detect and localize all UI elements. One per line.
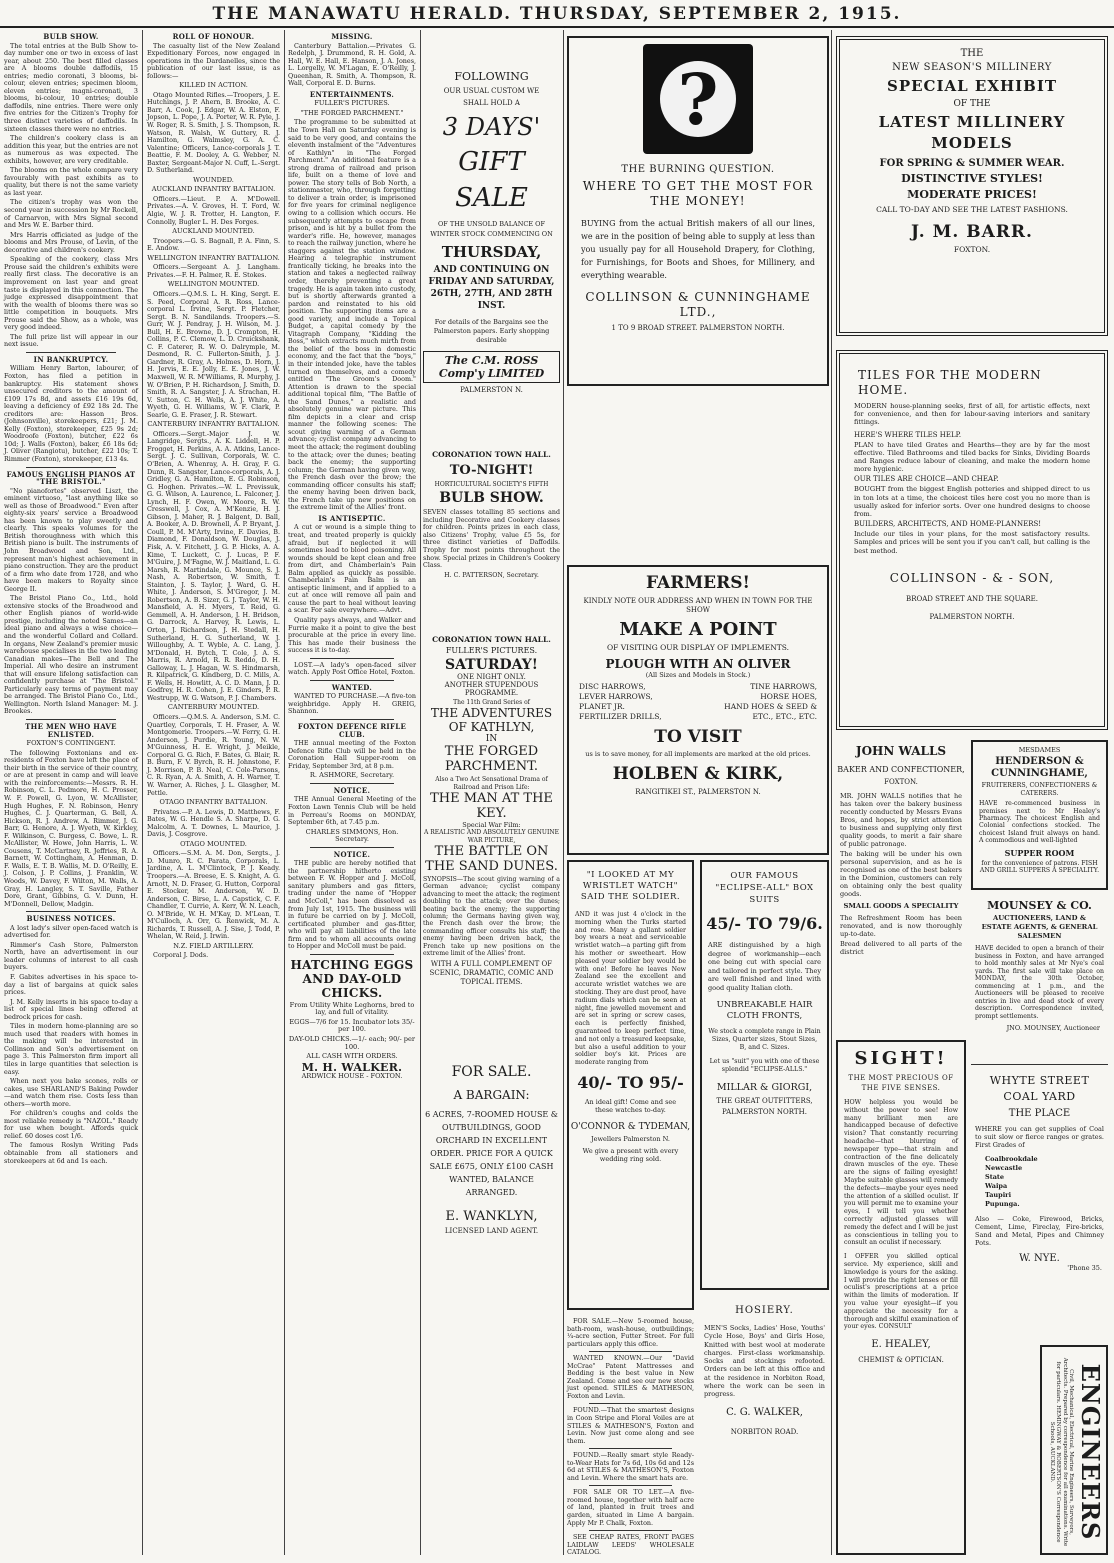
ad-text: Include our tiles in your plans, for the most satisfactory results. Samples and prices will be sent you if you can't call, but calling is the best method.	[854, 530, 1090, 555]
ad-headline: OUR FAMOUS "ECLIPSE-ALL" BOX SUITS	[715, 871, 814, 905]
ad-text: ARE distinguished by a high degree of workmanship—each one being cut with special care and tailored in perfect style. They are well finished and lined with good quality Italian cloth.	[708, 941, 821, 992]
unit-heading: CANTERBURY INFANTRY BATTALION.	[147, 420, 280, 429]
ad-line: An ideal gift! Come and see these watches to-day.	[584, 1097, 677, 1114]
ad-line: Also a Two Act Sensational Drama of Railroad and Prison Life:	[435, 776, 548, 791]
paragraph: The following Foxtonians and ex-residents of Foxton have left the place of their birth in the service of their country, or are at present in camp and will leave with the reinforcements:—Messrs. R. H. Robinson, C. L. Pedmore, H. C. Prosser, W. F. Powell, G. Lyon, W. McAllister, Hugh Hughes, F. N. Robinson, Henry Hughes, C. J. Quarterman, G. Bell, A. Hickson, R. J. Andrew, A. Rimmer, J. G. Barr, G. Henore, A. J. Wyeth, W. Kirkley, F. Wilkinson, C. Burgess, C. Bowe, L. R. McAllister, W. Howe, John Harris, L. W. Cousens, T. McCartney, R. Jeffries, R. A. Barnett, W. Cottingham, A. Henman, D. F. Walls, E. T. B. Wallis, M. D. O'Reilly, E. J. Colson, J. P. Collins, J. Franklin, W. Woods, W. Davey, F. Wilton, M. Walls, A. Gray, H. Langley, S. T. Saville, Father Dore, Grant, Gibbins, G. V. Dunn, H. M'Donnell, Dellow, Madgin.	[4, 748, 138, 908]
wanklyn-for-sale-ad	[423, 1060, 560, 1270]
ad-subhead: SMALL GOODS A SPECIALITY	[843, 902, 959, 910]
ad-line: OUR USUAL CUSTOM WE	[443, 87, 540, 95]
ad-line: for the convenience of patrons. FISH AND GRILL SUPPERS A SPECIALITY.	[979, 859, 1100, 875]
list-item: HORSE HOES,	[760, 692, 817, 701]
separator	[589, 1351, 672, 1352]
wanted-notice: WANTED TO PURCHASE.—A five-ton weighbridge. Apply H. GREIG, Shannon.	[288, 692, 416, 716]
list-item: DISC HARROWS,	[579, 682, 646, 691]
paragraph: The Bristol Piano Co., Ltd., hold extensive stocks of the Broadwood and other English pianos of world-wide prestige, including the noted Sames—an ideal piano and always a wise choice—and the wonderful Collard and Collard. In organs, New Zealand's premier music warehouse specialises in the two leading Canadian makes—The Bell and The Imperial. All who desire an instrument that will ensure lifelong satisfaction can confidently purchase at "The Bristol." Particularly easy terms of payment may be arranged. The Bristol Piano Co., Ltd., Wellington. North Island Manager: M. J. Brookes.	[4, 594, 138, 716]
ad-line: FOXTON.	[953, 245, 991, 254]
ad-line: LICENSED LAND AGENT.	[444, 1227, 539, 1235]
coal-list	[985, 1155, 1094, 1209]
ad-text: MEN'S Socks, Ladies' Hose, Youths' Cycle Hose, Boys' and Girls Hose, Knitted with best wool at moderate charges. First-class workmanship. Socks and stockings refooted. Orders can be left at this office and at the residence in Norbiton Road, where the work can be seen in progress.	[704, 1324, 825, 1399]
unit-heading: N.Z. FIELD ARTILLERY.	[173, 941, 254, 950]
paragraph: The citizen's trophy was won the second year in succession by Mr Rockell, of Carnarvon, with Mrs Signal second and Mrs W. E. Barber third.	[4, 198, 138, 230]
hosiery-ad	[700, 1295, 829, 1553]
ad-line: 'Phone 35.	[1067, 1264, 1102, 1272]
antiseptic-heading: IS ANTISEPTIC.	[318, 513, 386, 523]
pianos-heading: FAMOUS ENGLISH PIANOS AT "THE BRISTOL."	[6, 469, 136, 487]
paragraph: Mrs Harris officiated as judge of the blooms and Mrs Prouse, of Levin, of the decorative and children's cookery.	[4, 230, 138, 254]
paragraph: The programme to be submitted at the Town Hall on Saturday evening is said to be very good, and contains the eleventh instalment of the "Adventures of Kathlyn" in "The Forged Parchment." An additional feature is a strong drama of railroad and prison life, built on a theme of love and power. The story tells of Bob North, a stationmaster, who, through forgetting to deliver a train order, is imprisoned for five years for criminal negligence owing to a collision which occurs. He subsequently attempts to escape from prison, and is hit by a bullet from the warder's rifle. He, however, manages to reach the railway junction, where he staggers against the station window. Hearing a telegraphic instrument frantically ticking, he breaks into the station and takes a neglected railway order, thereby preventing a great tragedy. He is again taken into custody, but is shortly afterwards granted a pardon and reinstated to his old position. The supporting items are a good variety, and include a Topical Budget, a capital comedy by the Vitagraph Company, "Kidding the Boss," which extracts much mirth from the belief of the boss in domestic economy, and the fact that the "boys," in their intended joke, have the tables turned on themselves, and a comedy entitled "The Groom's Doom." Attention is drawn to the special additional topical film, "The Battle of the Sand Dunes," a realistic and absolutely genuine war picture. This film depicts in a clear and crisp manner the following scenes: The scout giving warning of a German advance; cyclist company advancing to meet the attack; the regiment doubling to the attack; over the dunes; beating back the enemy; the supporting column; the German having given way, the French dash over the brow; the commanding officer consults his staff; the enemy having been driven back, the French take up new positions on the extreme limit of the Allies' front.	[288, 118, 416, 512]
nye-coal-yard-ad	[971, 1070, 1108, 1340]
svg-text:?: ?	[677, 58, 719, 141]
ad-headline: THE ADVENTURES OF KATHLYN,	[430, 706, 553, 734]
list-item: State	[985, 1173, 1005, 1181]
separator	[310, 658, 394, 659]
column-rule	[284, 30, 285, 1555]
subheading: "THE FORGED PARCHMENT."	[300, 108, 404, 117]
paragraph: The casualty list of the New Zealand Expeditionary Forces, now engaged in operations in the Dardanelles, since the publication of our last issue, is as follows:—	[147, 41, 280, 80]
classified-notice: FOUND.—That the smartest designs in Coon Stripe and Floral Voiles are at STILES & MATHESON'S, Foxton and Levin. Now just come along and see them.	[567, 1406, 694, 1445]
unit-heading: AUCKLAND INFANTRY BATTALION.	[151, 185, 276, 194]
ad-text: The baking will be under his own personal supervision, and as he is recognised as one of the best bakers in the Dominion, customers can rely on obtaining only the best quality goods.	[840, 850, 962, 898]
ad-text: AND it was just 4 o'clock in the morning when the Turks started and rose. Many a gallant soldier boy wears a neat and serviceable wristlet watch—a parting gift from his mother or sweetheart. How pleased your soldier boy would be with one! Before he leaves New Zealand see the excellent and accurate wristlet watches we are stocking. They are dust proof, have radium dials which can be seen at night, fine jewelled movement and are set in spring or screw cases, each is perfectly finished, guaranteed to keep perfect time, and not only a treasured keepsake, but also a useful addition to your soldier boy's kit. Prices are moderate ranging from	[575, 911, 686, 1067]
ad-line: ONE NIGHT ONLY.	[457, 673, 526, 681]
list-item: ETC., ETC., ETC.	[752, 712, 817, 721]
ad-line: A REALISTIC AND ABSOLUTELY GENUINE WAR PICTURE,	[424, 829, 559, 844]
classified-notice: SEE CHEAP RATES, FRONT PAGES LAIDLAW LEEDS' WHOLESALE CATALOG.	[567, 1533, 694, 1557]
ad-line: AUCTIONEERS, LAND & ESTATE AGENTS, & GENERAL SALESMEN	[981, 914, 1098, 940]
paragraph: THE annual meeting of the Foxton Defence Rifle Club will be held in the Coronation Hall Supper-room on Friday, September 3rd, at 8 p.m.	[288, 739, 416, 770]
ad-text: 6 ACRES, 7-ROOMED HOUSE & OUTBUILDINGS, GOOD ORCHARD IN EXCELLENT ORDER. PRICE FOR A QUICK SALE £675, ONLY £100 CASH WANTED, BALANCE ARRANGED.	[425, 1110, 558, 1197]
ad-line: THE PLACE	[1008, 1108, 1071, 1119]
unit-heading: OTAGO INFANTRY BATTALION.	[159, 798, 268, 807]
column-rule	[142, 30, 143, 1555]
ad-subhead: SUPPER ROOM	[1004, 847, 1075, 858]
ad-text: HOW helpless you would be without the power to see! How many brilliant men are handicapped because of defective vision? That constantly recurring headache—that blurring of newspaper type—that strain and contraction of the fine delicately drawn muscles of the eye. These are the signs of failing eyesight! Maybe suitable glasses will remedy the defects—maybe your eyes need the attention of a skilled oculist. If you will permit me to examine your eyes, I will tell you whether correctly adjusted glasses will remedy the defect and I will be just as conscientious in telling you to consult an oculist if necessary.	[844, 1099, 958, 1247]
ad-line: MODERATE PRICES!	[907, 188, 1037, 201]
barr-millinery-ad	[836, 36, 1108, 336]
ad-name: HOLBEN & KIRK,	[612, 764, 784, 784]
classified-notice: FOR SALE.—New 5-roomed house, bath-room, wash-house, outbuildings; ¼-acre section, Futter Street. For full particulars apply this office.	[567, 1317, 694, 1348]
paragraph: The total entries at the Bulb Show to-day number one or two in excess of last year, about 250. The best filled classes are A blooms double daffodils, 15 entries; medio coronati, 3 blooms, bi-colour, eleven entries; specimen bloom, eleven entries; magni-coronati, 3 blooms, bi-colour, 10 entries; double daffodils, nine entries. There were only five entries for the Citizen's Trophy for three distinct varieties of daffodils. In sixteen classes there were no entries.	[4, 41, 138, 133]
separator	[310, 954, 394, 955]
business-notices-heading: BUSINESS NOTICES.	[26, 914, 116, 924]
separator	[26, 352, 116, 353]
signature: CHARLES SIMMONS, Hon. Secretary.	[305, 827, 399, 844]
ad-line: ANOTHER STUPENDOUS PROGRAMME.	[444, 681, 539, 697]
ad-text: BUYING from the actual British makers of all our lines, we are in the position of being able to supply at less than you usually pay for all Household Drapery, for Clothing, for Furnishings, for Boots and Shoes, for Millinery, and everything wearable.	[581, 219, 815, 280]
ad-headline: SPECIAL EXHIBIT	[886, 77, 1058, 95]
ad-line: Jewellers Palmerston N.	[591, 1134, 670, 1143]
ad-line: HORTICULTURAL SOCIETY'S FIFTH	[434, 481, 549, 488]
column-news-2	[147, 30, 280, 1558]
ad-text: The Refreshment Room has been renovated, and is now thoroughly up-to-date.	[840, 914, 962, 938]
ad-text: HAVE decided to open a branch of their business in Foxton, and have arranged to hold monthly sales at Mr Nye's coal yards. The first sale will take place on MONDAY, the 30th October, commencing at 1 p.m., and the Auctioneers will be pleased to receive entries in live and dead stock of every description. Correspondence invited, prompt settlements.	[975, 945, 1104, 1020]
unit-heading: OTAGO MOUNTED.	[180, 839, 247, 848]
ad-name: O'CONNOR & TYDEMAN,	[570, 1121, 691, 1132]
list-item: Coalbrookdale	[985, 1155, 1038, 1163]
ross-gift-sale-ad	[423, 60, 560, 445]
ad-headline: BULB SHOW.	[439, 490, 544, 506]
masthead: THE MANAWATU HERALD. THURSDAY, SEPTEMBER 2, 1915.	[0, 4, 1114, 28]
killed-subheading: KILLED IN ACTION.	[179, 81, 248, 90]
ad-price: 40/- TO 95/-	[577, 1072, 684, 1092]
paragraph: A lost lady's silver open-faced watch is advertised for.	[4, 923, 138, 940]
question-mark-icon	[643, 44, 753, 154]
signature: R. ASHMORE, Secretary.	[309, 771, 395, 780]
ad-line: THE BURNING QUESTION.	[621, 164, 775, 175]
ad-line: BAKER AND CONFECTIONER,	[837, 765, 965, 774]
ad-line: OF THE	[953, 99, 991, 109]
ad-headline: TILES FOR THE MODERN HOME.	[858, 368, 1042, 397]
paragraph: Rimmer's Cash Store, Palmerston North, have an advertisement in our leader columns of interest to all cash buyers.	[4, 940, 138, 972]
paragraph: Officers.—Q.M.S. A. Anderson, S.M. C. Quartley, Corporals, T. H. Fraser, A. W. Montgomerie. Troopers.—W. Ferry, G. H. Anderson, J. Purdie, R. Young, N. W. M'Guinness, H. E. Wright, J. Meikle, Corporal G. G. Rich, F. Bates, G. Blair, R. B. Burn, F. V. Byrch, R. H. Johnstone, F. J. Morrison, P. B. Neal, C. Cole-Parsons, C. R. Ryan, A. A. Smith, A. H. Warner, T. W. Warner, A. Riches, J. L. Glasgher, M. Pettle.	[147, 713, 280, 797]
ad-line: FULLER'S PICTURES.	[445, 646, 538, 655]
henderson-cunninghame-ad	[971, 740, 1108, 890]
column-rule	[420, 30, 421, 1555]
paragraph: For children's coughs and colds the most reliable remedy is "NAZOL." Ready for use when bought. Affords quick relief. 60 doses cost 1/6.	[4, 1109, 138, 1140]
ad-line: JNO. MOUNSEY, Auctioneer	[1006, 1024, 1100, 1032]
list-item: FERTILIZER DRILLS,	[579, 712, 662, 721]
ad-line: NEW SEASON'S MILLINERY	[892, 62, 1052, 73]
ad-line: KINDLY NOTE OUR ADDRESS AND WHEN IN TOWN FOR THE SHOW	[583, 597, 813, 614]
roll-of-honour-heading: ROLL OF HONOUR.	[172, 32, 255, 41]
paragraph: Officers.—Lieut. P. A. M'Dowell. Privates.—A. V. Groves, H. T. Ford, W. Algie, W. J. R. Trotter, H. Langton, F. Connolly, Bugler L. H. Des Forges.	[147, 194, 280, 226]
walker-line: From Utility White Leghorns, bred to lay, and full of vitality.	[289, 1000, 415, 1017]
ad-line: CALL TO-DAY AND SEE THE LATEST FASHIONS.	[876, 205, 1068, 214]
ad-headline: SIGHT!	[854, 1048, 948, 1069]
entertainments-heading: ENTERTAINMENTS.	[309, 89, 395, 99]
ad-line: FOLLOWING	[454, 70, 529, 83]
ad-text: SYNOPSIS—The scout giving warning of a German advance; cyclist company advancing to meet the attack; the regiment doubling to the attack; over the dunes; beating back the enemy; the supporting column; the Germans having given way, the French dash over the brow; the commanding officer consults his staff; the enemy having been driven back, the French take up new positions on the extreme limit of the Allies' front.	[423, 876, 560, 958]
list-item: PLANET JR.	[579, 702, 625, 711]
ad-line: CHEMIST & OPTICIAN.	[858, 1356, 944, 1365]
paragraph: William Henry Barton, labourer, of Foxton, has filed a petition in bankruptcy. His statement shows unsecured creditors to the amount of £109 17s 8d, and assets £16 19s 6d, leaving a deficiency of £92 18s 2d. The creditors are: Hasson Bros. (Johnsonville), storekeepers, £21; J. M. Kelly (Foxton), storekeeper, £25 9s 2d; Woodroofe (Foxton), butcher, £22 6s 10d; J. Walls (Foxton), baker, £6 18s 6d; J. Oliver (Rangiotu), butcher, £22 10s; T. Rimmer (Foxton), storekeeper, £13 4s.	[4, 364, 138, 463]
ad-line: OF THE UNSOLD BALANCE OF WINTER STOCK COMMENCING ON	[430, 220, 553, 238]
unit-heading: CANTERBURY MOUNTED.	[167, 703, 260, 712]
ad-text: PLAN to have tiled Grates and Hearths—they are by far the most effective. Tiled Bathrooms and tiled backs for Sinks, Dividing Boards and Ranges reduce labour of cleaning, and make the modern home more hygienic.	[854, 440, 1090, 474]
collinson-burning-question-ad	[567, 36, 829, 386]
column-news-3	[288, 30, 416, 1558]
separator	[589, 1485, 672, 1486]
ad-price: 45/- TO 79/6.	[706, 914, 823, 933]
ad-headline: WHERE TO GET THE MOST FOR THE MONEY!	[582, 179, 814, 208]
walker-address: ARDWICK HOUSE - FOXTON.	[301, 1072, 403, 1081]
ad-name: MILLAR & GIORGI,	[716, 1082, 813, 1093]
ad-headline: A BARGAIN:	[453, 1088, 530, 1102]
ad-line: For details of the Bargains see the Palmerston papers. Early shopping desirable	[433, 318, 550, 344]
ad-line: AND CONTINUING ON FRIDAY AND SATURDAY, 26TH, 27TH, AND 28TH INST.	[428, 265, 555, 311]
holben-kirk-ad	[567, 565, 829, 855]
separator	[589, 1448, 672, 1449]
paragraph: Canterbury Battalion.—Privates G. Redelph, J. Drummond, R. H. Gold, A. Hall, W. E. Hall, E. Hanson, J. A. Jones, L. Lorgelly, W. M'Lagan, E. O'Reilly, J. Queenhan, R. Smith, A. Thompson, R. Wall, Corporal E. D. Burns.	[288, 41, 416, 88]
collinson-tiles-ad	[836, 350, 1108, 730]
paragraph: Officers.—Sergt.-Major J. W. Langridge, Sergts., A. K. Liddell, H. P. Frogget, H. Perkins, A. A. Atkins, Lance-Sergt. J. C. Sullivan, Corporals, W. C. O'Brien, A. Whenray, A. H. Gray, F. G. Dunn, R. Sangster, Lance-corporals, A. J. Gridley, G. A. Hamilton, E. G. Robinson, G. Hoghen. Privates.—W. L. Previssuk, G. G. Wilson, A. Laurence, L. Falconer, J. Lynch, H. F. Owen, W. Moore, R. W. Cresswell, J. Cox, A. M'Kenzie, H. J. Gibson, J. Maher, R. J. Balgent, D. Ball, A. Booker, A. D. Brownell, A. P. Bryant, J. Coull, P. M. M'Arty, Irvine, F. Davies, B. Diamond, F. Donaldson, W. Douglas, J. Fisk, A. V. Fitchett, J. G. P. Hicks, A. A. Kime, T. Luckett, C. J. Lucas, P. F. M'Guire, J. M'Fagne, W. J. Maitland, L. G. Marsh, R. Martindale, G. Mounce, S. J. Nash, A. Robertson, W. Smith, T. Stainton, J. S. Taylor, J. Ward, G. H. White, J. Anderson, S. M'Gregor, J. M. Robertson, A. B. Sizer, G. J. Taylor, W. H. Mansfield, A. H. Myers, T. Reid, G. Gemmell, A. H. Anderson, J. H. Bridson, G. Darrock, A. Harvey, R. Lewis, L. Orton, J. Richardson, J. H. Stedall, H. Sutherland, H. G. Sutherland, W. J. Willoughby, A. T. Wyble, A. C. Lang, J. M'Donald, H. Bytch, T. Cole, J. A. S. Marris, R. Arnold, R. R. Reddo, D. H. Galloway, L. J. Hagan, W. S. Hindmarsh, R. Kilpatrick, G. Kindberg, D. C. Mills, A. F. Wells, H. Howlitt, A. C. D. Mann, J. D. Godfrey, H. R. Cohen, J. E. Ginders, P. R. Westrupp, W. G. Watson, P. J. Chambers.	[147, 429, 280, 702]
oconnor-tydeman-ad	[567, 860, 694, 1310]
classified-notice: FOR SALE OR TO LET.—A five-roomed house, together with half acre of land, planted in fruit trees and garden, situated in Lime A bargain. Apply Mr P. Chalk, Foxton.	[567, 1488, 694, 1527]
paragraph: Troopers.—G. S. Bagnall, P. A. Finn, S. E. Andow.	[147, 236, 280, 253]
ross-logo: The C.M. ROSS Comp'y LIMITED	[423, 351, 560, 383]
classifieds	[567, 1317, 694, 1557]
paragraph: F. Gabites advertises in his space to-day a list of bargains at quick sales prices.	[4, 972, 138, 997]
wounded-subheading: WOUNDED.	[193, 175, 234, 184]
ad-line: CORONATION TOWN HALL.	[432, 450, 551, 459]
bulb-show-heading: BULB SHOW.	[43, 32, 99, 41]
paragraph: Privates.—P. A. Lewis, D. Matthews, F. Bates, W. G. Hendle S. A. Sharpe, D. G. Malcolm, A. T. Downes, L. Maurice, J. Davis, J. Cosgrove.	[147, 807, 280, 839]
ad-text: Also — Coke, Firewood, Bricks, Cement, Lime, Fireclay, Fire-bricks, Sand and Metal, Pipes and Chimney Pots.	[975, 1215, 1104, 1247]
ad-line: THE MOST PRECIOUS OF THE FIVE SENSES.	[848, 1074, 954, 1092]
ad-text: MR. JOHN WALLS notifies that he has taken over the bakery business recently conducted by Messrs Evans Bros, and hopes, by strict attention to business and supplying only first quality goods, to merit a fair share of public patronage.	[840, 792, 962, 848]
paragraph: THE Annual General Meeting of the Foxton Lawn Tennis Club will be held in Perreau's Rooms on MONDAY, September 6th, at 7.45 p.m.	[288, 795, 416, 827]
ad-headline: THE BATTLE ON THE SAND DUNES.	[425, 844, 558, 874]
ad-headline: 3 DAYS'	[442, 113, 541, 141]
ad-subhead: BUILDERS, ARCHITECTS, AND HOME-PLANNERS!	[854, 520, 1042, 529]
ad-name: MOUNSEY & CO.	[987, 899, 1092, 912]
separator	[589, 1530, 672, 1531]
separator	[26, 467, 116, 468]
walker-line: EGGS—7/6 for 15. Incubator lots 35/- per 100.	[289, 1017, 415, 1034]
mounsey-ad	[971, 895, 1108, 1065]
ad-line: MESDAMES	[1018, 746, 1061, 754]
ad-subhead: OUR TILES ARE CHOICE—AND CHEAP.	[854, 475, 999, 484]
ad-name: JOHN WALLS	[855, 744, 947, 758]
paragraph: Tiles in modern home-planning are so much used that readers with homes in the making will be interested in Collinson and Son's advertisement on page 3. This Palmerston firm import all tiles in large quantities that selection is easy.	[4, 1022, 138, 1076]
ad-line: We give a present with every wedding ring sold.	[582, 1146, 679, 1163]
walker-name: M. H. WALKER.	[301, 1060, 403, 1074]
unit-heading: WELLINGTON MOUNTED.	[167, 280, 260, 289]
ad-line: THE GREAT OUTFITTERS,	[716, 1097, 813, 1105]
bankruptcy-heading: IN BANKRUPTCY.	[33, 354, 109, 364]
ad-headline: ENGINEERS	[1076, 1363, 1106, 1541]
unit-heading: WELLINGTON INFANTRY BATTALION.	[147, 253, 280, 262]
ad-line: PALMERSTON N.	[460, 386, 523, 394]
ad-line: WITH A FULL COMPLEMENT OF SCENIC, DRAMATIC, COMIC AND TOPICAL ITEMS.	[429, 960, 554, 987]
ad-headline: "I LOOKED AT MY WRISTLET WATCH" SAID THE SOLDIER.	[580, 870, 681, 902]
unit-heading: AUCKLAND MOUNTED.	[172, 227, 255, 236]
ad-line: us is to save money, for all implements are marked at the old prices.	[585, 750, 811, 758]
ad-headline: TO VISIT	[654, 727, 742, 747]
ad-name: HENDERSON & CUNNINGHAME,	[991, 756, 1088, 779]
ad-text: MODERN house-planning seeks, first of all, for artistic effects, next for convenience, and then for labour-saving interiors and sanitary fittings.	[854, 402, 1090, 427]
classified-notice: WANTED KNOWN.—Our "David McCrae" Patent Mattresses and Bedding is the best value in New Zealand. Come and see our new stocks just opened. STILES & MATHESON, Foxton and Levin.	[567, 1354, 694, 1400]
ad-line: SHALL HOLD A	[463, 99, 520, 107]
ad-line: FRUITERERS, CONFECTIONERS & CATERERS.	[981, 782, 1098, 797]
separator	[589, 1403, 672, 1404]
ad-line: FOXTON.	[884, 778, 918, 786]
ad-name: C. G. WALKER,	[726, 1406, 803, 1418]
ad-line: IN	[485, 734, 498, 744]
ad-line: H. C. PATTERSON, Secretary.	[444, 571, 539, 579]
ad-text: I OFFER you skilled optical service. My experience, skill and knowledge is yours for the asking. I will provide the right lenses or fill oculist's prescriptions at a price within the limits of moderation. If you value your eyesight—if you appreciate the necessity for a thorough and skilful examination of your eyes. CONSULT	[844, 1253, 958, 1331]
ad-line: NORBITON ROAD.	[730, 1427, 799, 1436]
notice-heading: NOTICE.	[333, 785, 371, 795]
ad-name: W. NYE.	[1019, 1253, 1060, 1264]
paragraph: THE public are hereby notified that the partnership hitherto existing between F. W. Hopper and J. McColl, sanitary plumbers and gas fitters, trading under the name of "Hopper and McColl," has been dissolved as from July 1st, 1915. The business will in future be carried on by J. McColl, certificated plumber and gas-fitter, who will pay all liabilities of the late firm and to whom all accounts owing to Hopper and McColl must be paid.	[288, 859, 416, 951]
ad-name: E. HEALEY,	[871, 1339, 931, 1351]
list-item: Pupunga.	[985, 1200, 1020, 1208]
rifle-club-heading: FOXTON DEFENCE RIFLE CLUB.	[297, 722, 407, 739]
ad-line: We stock a complete range in Plain Sizes, Quarter sizes, Stout Sizes, B, and C. Sizes.	[708, 1028, 821, 1051]
ad-line: The 11th Grand Series of	[453, 699, 530, 706]
ad-headline: E. WANKLYN,	[445, 1209, 538, 1224]
list-item: LEVER HARROWS,	[579, 692, 653, 701]
ad-line: THE	[960, 48, 984, 59]
healey-sight-ad	[836, 1040, 966, 1555]
ad-line: PALMERSTON NORTH.	[929, 612, 1015, 621]
enlisted-subheading: FOXTON'S CONTINGENT.	[26, 739, 116, 748]
list-item: TINE HARROWS,	[750, 682, 817, 691]
ad-headline: THE FORGED PARCHMENT.	[444, 744, 539, 774]
ad-headline: UNBREAKABLE HAIR CLOTH FRONTS,	[716, 1000, 813, 1021]
paragraph: Otago Mounted Rifles.—Troopers, J. E. Hutchings, J. P. Ahern, B. Brooke, A. C. Barr, A. Cook, J. Edgar, W. A. Elston, F. Jopson, L. Pope, J. A. Porter, W. R. Pyle, J. W. Roger, R. S. Smith, J. S. Thompson, R. Watson, R. Walsh, W. Guttery, R. J. Hamilton, G. Walmsley, G. A. C. Valentine; Officers, Lance-corporals J. T. Beattie, F. M. Dooley, A. G. Webber, N. Baxter, Sergeant-Major N. Cuff, L.-Sergt. D. Sutherland.	[147, 90, 280, 175]
ad-line: (All Sizes and Models in Stock.)	[645, 671, 751, 679]
ad-headline: WHYTE STREET	[989, 1074, 1090, 1087]
subheading: FULLER'S PICTURES.	[314, 99, 390, 108]
list-item: Taupiri	[985, 1191, 1012, 1199]
paragraph: "No pianofortes" observed Liszt, the eminent virtuoso, "last anything like so well as those of Broadwood." Even after eighty-six years' service a Broadwood has been known to play sweetly and clearly. This speaks volumes for the British thoroughness with which this British piano is built. The instruments of John Broadwood and Son, Ltd., represent man's highest achievement in piano construction. They are the product of a firm who date from 1728, and who have been makers to Royalty since George II.	[4, 486, 138, 593]
wanted-heading: WANTED.	[331, 682, 373, 692]
separator	[310, 680, 394, 681]
paragraph: The famous Roslyn Writing Pads obtainable from all stationers and storekeepers at 6d and 1s each.	[4, 1141, 138, 1165]
ad-headline: SATURDAY!	[445, 657, 538, 673]
ad-line: 1 TO 9 BROAD STREET. PALMERSTON NORTH.	[611, 324, 785, 332]
column-news-1	[4, 30, 138, 1558]
paragraph: The blooms on the whole compare very favourably with past exhibits as to quality, but there is not the same variety as last year.	[4, 166, 138, 197]
ad-headline: MAKE A POINT	[619, 619, 777, 640]
ad-text: SEVEN classes totalling 85 sections and including Decorative and Cookery classes for children. Points prizes in each class, also Citizens' Trophy, value £5 5s, for three distinct varieties of Daffodils. Trophy for most points throughout the show. Special prizes in Children's Cookery Class.	[423, 509, 560, 570]
paragraph: A cut or wound is a simple thing to treat, and treated properly is quickly afraid, but if neglected it will sometimes lead to blood poisoning. All wounds should be kept clean and free from dirt, and Chamberlain's Pain Balm applied as quickly as possible. Chamberlain's Pain Balm is an antiseptic liniment, and if applied to a cut at once will remove all pain and cause the part to heal without leaving a scar. For sale everywhere.—Advt.	[288, 523, 416, 615]
ad-headline: FOR SALE.	[451, 1064, 532, 1080]
ad-text: WHERE you can get supplies of Coal to suit slow or fierce ranges or grates. First Grades of	[975, 1125, 1104, 1149]
ad-headline: THE MAN AT THE KEY.	[430, 791, 553, 821]
paragraph: The full prize list will appear in our next issue.	[4, 332, 138, 349]
engineers-ad	[1040, 1345, 1108, 1555]
paragraph: The children's cookery class is an addition this year, but the entries are not as numerous as was expected. The exhibits, however, are very creditable.	[4, 134, 138, 165]
ad-headline: MODELS	[931, 134, 1013, 152]
separator	[310, 783, 394, 784]
paragraph: Speaking of the cookery, class Mrs Prouse said the children's exhibits were really first class. The decorative is an improvement on last year and great taste is displayed in this connection. The judge expressed disappointment that with the wealth of blooms there was so little competition in bouquets. Mrs Prouse said the Show, as a whole, was very good indeed.	[4, 255, 138, 332]
paragraph: Quality pays always, and Walker and Furrie make it a point to give the best procurable at the price in every line. This has made their business the success it is to-day.	[288, 616, 416, 655]
paragraph: When next you bake scones, rolls or cakes, use SHARLAND'S Baking Powder—and watch them rise. Costs less than others—worth more.	[4, 1077, 138, 1108]
paragraph: Officers.—Q.M.S. L. H. King, Sergt. E. S. Peed, Corporal A. R. Ross, Lance-corporal L. Irvine, Sergt. P. Fletcher, Sergt. B. N. Sandilands. Troopers.—S. Gurr, W. J. Pendray, J. H. Wilson, M. J. Bull, H. E. Browne, D. J. Crompton, H. Collins, P. C. Clemow, L. D. Cruickshank, C. F. Caterer, R. W. O. Dalrymple, M. Desmond, R. C. Fullerton-Smith, J. J. Gardner, R. Gray, A. Holmes, D. Horn, J. H. Jervis, E. E. Jolly, E. E. Jones, J. W. Maxwell, W. R. M'Williams, R. Murphy, J. W. O'Brien, P. H. Richardson, J. Smith, D. Smith, R. A. Sangster, J. A. Strachan, H. V. Sutton, C. H. Wells, A. J. White, A. Wyeth, G. H. Williams, W. F. Clark, P. Searle, G. E. Fraser, J. R. Stewart.	[147, 289, 280, 419]
walker-line: DAY-OLD CHICKS.—1/- each; 90/- per 100.	[288, 1034, 416, 1051]
lost-notice: LOST.—A lady's open-faced silver watch. Apply Post Office Hotel, Foxton.	[288, 660, 416, 677]
classified-notice: FOUND.—Really smart style Ready-to-Wear Hats for 7s 6d, 10s 6d and 12s 6d at STILES & MATHESON'S, Foxton and Levin. Where the smart hats are.	[567, 1451, 694, 1482]
list-item: Newcastle	[985, 1164, 1023, 1172]
list-item: Waipa	[985, 1182, 1008, 1190]
separator	[26, 719, 116, 720]
ad-text: Bread delivered to all parts of the district	[840, 940, 962, 956]
separator	[310, 719, 394, 720]
ad-headline: THURSDAY,	[441, 243, 542, 261]
ad-headline: LATEST MILLINERY	[878, 113, 1066, 131]
ad-headline: PLOUGH WITH AN OLIVER	[605, 657, 791, 671]
ad-name: COLLINSON - & - SON,	[889, 570, 1055, 585]
ad-text: BOUGHT from the biggest English potteries and shipped direct to us in ton lots at a time, the choicest tiles here cost you no more than is usually asked for inferior sorts. Over one hundred designs to choose from.	[854, 485, 1090, 519]
ad-line: RANGITIKEI ST., PALMERSTON N.	[635, 788, 761, 796]
ad-headline: FARMERS!	[645, 573, 751, 593]
ad-line: DISTINCTIVE STYLES!	[901, 172, 1043, 185]
ad-headline: SALE	[455, 183, 528, 213]
ad-name: J. M. BARR.	[911, 222, 1033, 242]
missing-heading: MISSING.	[331, 32, 373, 41]
ad-line: Let us "suit" you with one of these splendid "ECLIPSE-ALLS."	[709, 1058, 820, 1073]
rotated-block	[1044, 1349, 1108, 1555]
paragraph: Officers.—Sergeant A. J. Langham. Privates.—F. H. Palmer, R. E. Stokes.	[147, 263, 280, 279]
notice-heading: NOTICE.	[333, 849, 371, 859]
separator	[310, 847, 394, 848]
ad-text: HAVE re-commenced business in premises next to Mr Healey's Pharmacy. The choicest English and Colonial confections stocked. The choicest Island fruit always on hand. A commodious and well-lighted	[979, 800, 1100, 845]
john-walls-ad	[836, 740, 966, 1030]
ad-line: Special War Film:	[462, 821, 521, 829]
paragraph: J. M. Kelly inserts in his space to-day a list of special lines being offered at bedrock prices for cash.	[4, 997, 138, 1021]
ad-line: BROAD STREET AND THE SQUARE.	[906, 594, 1038, 603]
walker-line: ALL CASH WITH ORDERS.	[306, 1052, 398, 1061]
ad-headline: COAL YARD	[1003, 1090, 1076, 1103]
separator	[26, 911, 116, 912]
walker-heading: HATCHING EGGS AND DAY-OLD CHICKS.	[290, 957, 414, 1000]
ad-line: CORONATION TOWN HALL.	[432, 635, 551, 644]
ad-headline: GIFT	[458, 147, 525, 177]
column-rule	[563, 30, 564, 1555]
column-rule	[831, 30, 832, 1555]
list-item: HAND HOES & SEED &	[724, 702, 817, 711]
paragraph: Corporal J. Dods.	[153, 951, 209, 960]
millar-giorgi-ad	[700, 860, 829, 1290]
enlisted-heading: THE MEN WHO HAVE ENLISTED.	[25, 722, 117, 739]
ad-name: COLLINSON & CUNNINGHAME LTD.,	[585, 290, 811, 319]
ad-line: PALMERSTON NORTH.	[722, 1108, 807, 1116]
ad-headline: TO-NIGHT!	[449, 463, 534, 478]
ad-line: FOR SPRING & SUMMER WEAR.	[879, 158, 1065, 169]
ad-line: OF VISITING OUR DISPLAY OF IMPLEMENTS.	[606, 643, 790, 652]
ad-subhead: HERE'S WHERE TILES HELP.	[854, 430, 962, 439]
bulb-show-ad	[423, 450, 560, 630]
paragraph: Officers.—S.M. A. M. Don, Sergts., J. D. Munro, R. C. Parata, Corporals, L. Jardine, A. L. M'Clintock, P. J. Keady. Troopers.—A. Breese, E. S. Knight, A. G. Arnott, N. D. Fraser, G. Hutton, Corporal E. Stocker, M. Anderson, W. D. Anderson, C. Birse, L. A. Capstick, C. F. Chandler, T. Currie, A. Kerr, W. N. Leach, O. M'Bride, W. H. M'Kay, D. M'Lean, T. M'Culloch, A. Orr, G. Renwick, M. A. Richards, T. Russell, A. J. Sise, J. Todd, P. Whelan, W. Reid, J. Irwin.	[147, 849, 280, 941]
ad-text: Civil, Mechanical, Electrical, Marine Engineers, Surveyors, Architects. Prepared by correspondence for all examinations. Write for particulars. HEMINGWAY & ROBERTSON'S Correspondence Schools, AUCKLAND.	[1049, 1357, 1075, 1547]
fullers-pictures-ad	[423, 635, 560, 1055]
ad-headline: HOSIERY.	[735, 1305, 794, 1316]
implement-list	[569, 679, 827, 725]
